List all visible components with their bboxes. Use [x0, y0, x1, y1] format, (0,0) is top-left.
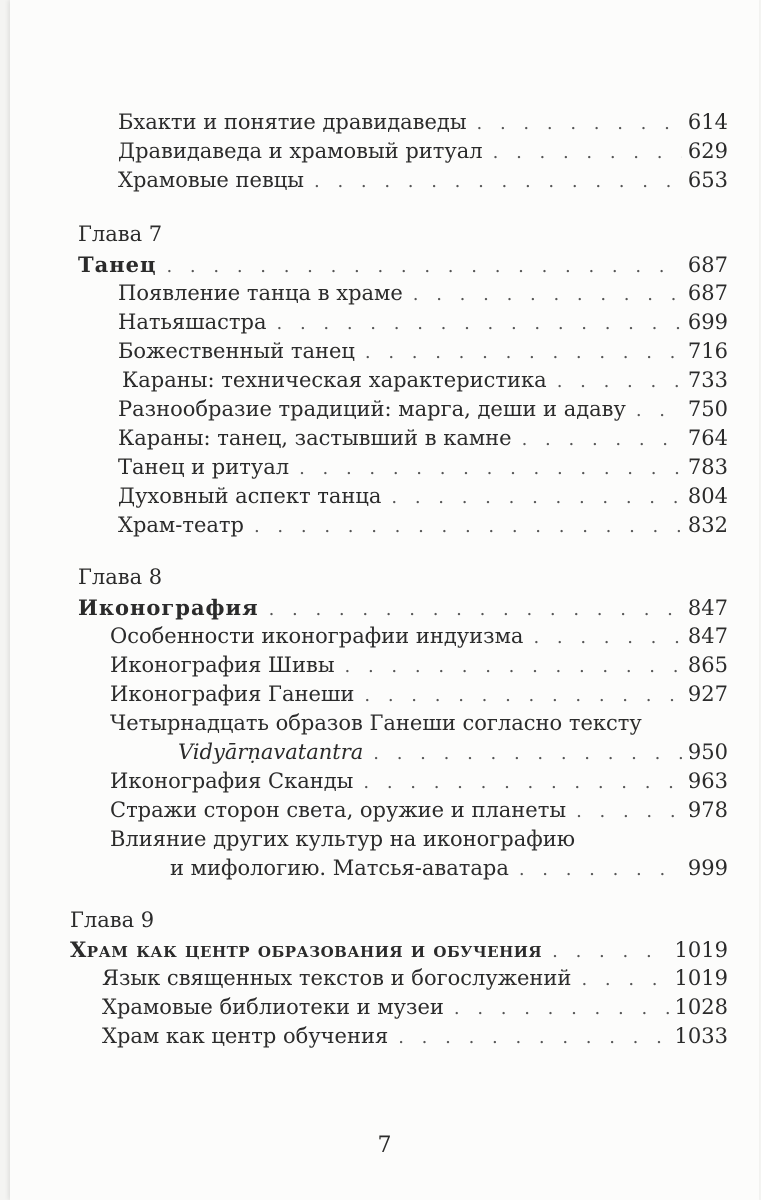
toc-entry-page: 963	[687, 769, 728, 793]
toc-entry-page: 699	[687, 310, 728, 334]
leader-dots	[576, 797, 682, 826]
toc-entry-page: 1028	[674, 995, 728, 1019]
toc-entry-page: 1033	[674, 1024, 728, 1048]
toc-entry-title-continued: и мифологию. Матсья-аватара	[170, 856, 509, 880]
chapter-title: Храм как центр образования и обучения	[70, 937, 543, 962]
leader-dots	[391, 483, 682, 512]
toc-entry-title: Танец и ритуал	[118, 455, 290, 479]
chapter-title: Иконография	[78, 595, 259, 620]
toc-entry	[170, 854, 728, 884]
leader-dots	[299, 454, 682, 483]
toc-entry	[110, 680, 728, 710]
leader-dots	[636, 396, 682, 425]
toc-entry-title: Храмовые певцы	[118, 168, 304, 192]
toc-entry-title: Иконография Сканды	[110, 769, 354, 793]
toc-entry-title: Стражи сторон света, оружие и планеты	[110, 798, 567, 822]
leader-dots	[522, 425, 682, 454]
toc-entry-page: 847	[687, 624, 728, 648]
leader-dots	[557, 367, 682, 396]
toc-entry	[118, 482, 728, 512]
toc-entry	[102, 1022, 728, 1052]
toc-entry-page: 716	[687, 339, 728, 363]
toc-entry-title: Разнообразие традиций: марга, деши и адаву	[118, 397, 626, 421]
toc-entry-title: Натьяшастра	[118, 310, 267, 334]
toc-entry-title: Духовный аспект танца	[118, 484, 382, 508]
toc-entry-title: Храмовые библиотеки и музеи	[102, 995, 444, 1019]
toc-entry-title: Иконография Шивы	[110, 653, 335, 677]
chapter-label: Глава 8	[78, 565, 163, 589]
toc-entry-page: 832	[687, 513, 728, 537]
toc-entry-page: 927	[687, 682, 728, 706]
toc-entry	[110, 651, 728, 681]
toc-entry	[118, 108, 728, 138]
leader-dots	[552, 937, 668, 966]
toc-entry	[178, 738, 728, 768]
toc-entry-title: Дравидаведа и храмовый ритуал	[118, 139, 483, 163]
toc-entry-page: 764	[687, 426, 728, 450]
leader-dots	[365, 338, 682, 367]
toc-entry-page: 750	[687, 397, 728, 421]
chapter-title: Танец	[78, 252, 157, 277]
toc-entry	[118, 511, 728, 541]
toc-entry-title: Бхакти и понятие дравидаведы	[118, 110, 467, 134]
toc-entry-page: 783	[687, 455, 728, 479]
book-page	[10, 0, 759, 1200]
toc-entry	[118, 337, 728, 367]
leader-dots	[345, 652, 682, 681]
toc-entry-title: Божественный танец	[118, 339, 355, 363]
leader-dots	[363, 768, 682, 797]
toc-entry-page: 999	[687, 856, 728, 880]
toc-entry	[118, 424, 728, 454]
leader-dots	[413, 280, 682, 309]
toc-entry	[118, 308, 728, 338]
leader-dots	[269, 595, 682, 624]
leader-dots	[454, 994, 669, 1023]
toc-entry	[118, 279, 728, 309]
toc-entry-title: Особенности иконографии индуизма	[110, 624, 524, 648]
chapter-page: 847	[687, 596, 728, 620]
toc-entry	[110, 767, 728, 797]
page-number: 7	[377, 1133, 392, 1158]
chapter-label: Глава 9	[70, 908, 155, 932]
toc-entry-title: Четырнадцать образов Ганеши согласно тексту	[110, 711, 642, 735]
toc-entry-page: 733	[687, 368, 728, 392]
leader-dots	[254, 512, 682, 541]
toc-entry-title: Язык священных текстов и богослужений	[102, 966, 572, 990]
toc-entry	[110, 622, 728, 652]
chapter-heading	[78, 593, 728, 624]
toc-entry	[102, 993, 728, 1023]
toc-entry-page: 614	[687, 110, 728, 134]
leader-dots	[373, 739, 682, 768]
toc-entry-page: 687	[687, 281, 728, 305]
toc-entry-page: 950	[687, 740, 728, 764]
leader-dots	[477, 109, 682, 138]
toc-entry-title: Влияние других культур на иконографию	[110, 827, 575, 851]
toc-entry-title: Иконография Ганеши	[110, 682, 355, 706]
toc-entry-title: Караны: техническая характеристика	[122, 368, 547, 392]
toc-entry	[110, 796, 728, 826]
leader-dots	[398, 1023, 668, 1052]
toc-entry	[102, 964, 728, 994]
chapter-heading	[70, 935, 728, 966]
toc-entry-page: 653	[687, 168, 728, 192]
toc-entry-title: Появление танца в храме	[118, 281, 403, 305]
toc-entry-page: 629	[687, 139, 728, 163]
chapter-heading	[78, 250, 728, 281]
toc-entry	[122, 366, 728, 396]
toc-entry-title: Караны: танец, застывший в камне	[118, 426, 512, 450]
leader-dots	[581, 965, 668, 994]
toc-entry-page: 978	[687, 798, 728, 822]
chapter-label: Глава 7	[78, 222, 163, 246]
leader-dots	[277, 309, 682, 338]
toc-entry-title-continued: Vidyārṇavatantra	[178, 740, 364, 764]
leader-dots	[364, 681, 681, 710]
chapter-page: 1019	[674, 938, 728, 962]
toc-entry	[118, 137, 728, 167]
toc-entry-page: 1019	[674, 966, 728, 990]
leader-dots	[519, 855, 682, 884]
leader-dots	[314, 167, 682, 196]
toc-entry	[118, 453, 728, 483]
toc-entry-title: Храм-театр	[118, 513, 244, 537]
toc-entry	[118, 395, 728, 425]
toc-entry-title: Храм как центр обучения	[102, 1024, 389, 1048]
leader-dots	[493, 138, 682, 167]
leader-dots	[166, 252, 681, 281]
toc-entry-page: 804	[687, 484, 728, 508]
chapter-page: 687	[687, 253, 728, 277]
toc-entry	[118, 166, 728, 196]
toc-entry-page: 865	[687, 653, 728, 677]
leader-dots	[533, 623, 681, 652]
